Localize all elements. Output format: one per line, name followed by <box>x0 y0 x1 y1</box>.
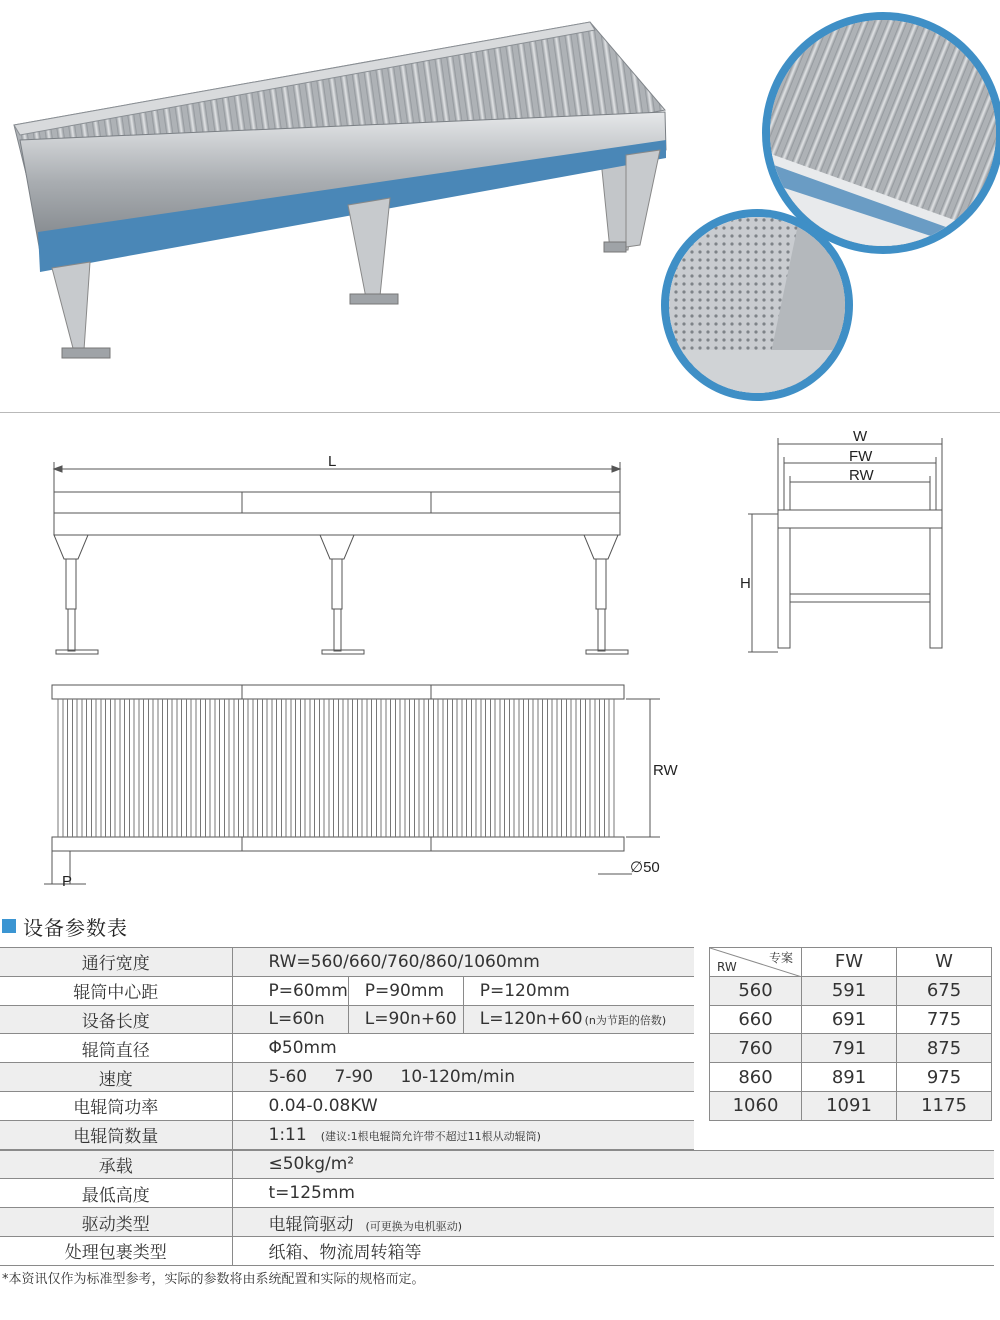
table-row <box>0 1034 694 1063</box>
parameter-table <box>0 947 694 1150</box>
table-row <box>0 948 694 977</box>
param-label-count: 电辊筒数量 <box>0 1120 232 1149</box>
param-value-drive-text: 电辊筒驱动 <box>268 1214 354 1235</box>
table-row <box>710 1005 992 1034</box>
width-table-cell: 875 <box>897 1034 992 1063</box>
width-table-cell: 560 <box>710 976 802 1005</box>
table-row <box>0 1208 994 1237</box>
dimension-label-length: L <box>328 453 337 470</box>
param-note-length: (n为节距的倍数) <box>584 1014 667 1028</box>
perforated-plate-detail-circle <box>661 209 855 405</box>
table-row <box>0 1179 994 1208</box>
dimension-label-roller-width-side: RW <box>653 762 678 779</box>
param-label-length: 设备长度 <box>0 1005 232 1034</box>
section-divider <box>0 412 1000 413</box>
width-table-header-w: W <box>897 948 992 977</box>
table-row <box>0 1091 694 1120</box>
width-table-cell: 591 <box>802 976 897 1005</box>
width-table-cell: 860 <box>710 1063 802 1092</box>
param-value-length-1: L=60n <box>232 1005 348 1034</box>
width-table-cell: 775 <box>897 1005 992 1034</box>
dimension-label-pitch: P <box>62 873 73 890</box>
roller-conveyor-illustration <box>0 0 1000 410</box>
param-value-load: ≤50kg/m² <box>232 1150 994 1179</box>
table-row <box>0 1005 694 1034</box>
param-label-diameter: 辊筒直径 <box>0 1034 232 1063</box>
table-row <box>0 1150 994 1179</box>
param-value-length-2: L=90n+60 <box>348 1005 463 1034</box>
param-label-min-height: 最低高度 <box>0 1179 232 1208</box>
section-title-text: 设备参数表 <box>23 915 128 940</box>
param-value-speed-1: 5-60 <box>268 1067 308 1088</box>
table-row <box>710 976 992 1005</box>
width-table-cell: 675 <box>897 976 992 1005</box>
width-table-corner-bottom: RW <box>717 959 737 974</box>
table-row <box>710 1063 992 1092</box>
table-row <box>0 1120 694 1149</box>
parameter-table-lower <box>0 1150 994 1266</box>
dimension-label-diameter: ∅50 <box>630 859 660 876</box>
param-value-min-height: t=125mm <box>232 1179 994 1208</box>
width-table <box>709 947 992 1121</box>
param-value-length-3-text: L=120n+60 <box>479 1009 583 1030</box>
title-square-icon <box>2 919 16 933</box>
leg <box>52 262 110 358</box>
param-value-length-3 <box>463 1005 694 1034</box>
param-value-pitch-2: P=90mm <box>348 976 463 1005</box>
width-table-cell: 791 <box>802 1034 897 1063</box>
width-table-header-fw: FW <box>802 948 897 977</box>
section-title <box>2 912 128 940</box>
table-row <box>0 976 694 1005</box>
top-plan-drawing <box>44 685 660 884</box>
dimension-label-width: W <box>853 428 868 445</box>
dimension-label-height: H <box>740 575 751 592</box>
dimension-label-frame-width: FW <box>849 448 873 465</box>
dimension-label-roller-width: RW <box>849 467 874 484</box>
side-elevation-drawing <box>748 438 942 652</box>
width-table-cell: 1060 <box>710 1091 802 1120</box>
conveyor-body <box>14 22 666 358</box>
width-table-cell: 660 <box>710 1005 802 1034</box>
leg <box>348 198 398 304</box>
table-row <box>0 1236 994 1265</box>
table-row <box>0 1063 694 1092</box>
param-value-speed-3: 10-120m/min <box>400 1067 516 1088</box>
width-table-cell: 975 <box>897 1063 992 1092</box>
technical-drawings <box>0 414 1000 894</box>
param-value-count <box>232 1120 694 1149</box>
param-value-pitch-3: P=120mm <box>463 976 694 1005</box>
param-label-pitch: 辊筒中心距 <box>0 976 232 1005</box>
param-value-diameter: Φ50mm <box>232 1034 694 1063</box>
table-row <box>710 1034 992 1063</box>
width-table-cell: 1091 <box>802 1091 897 1120</box>
param-note-count: (建议:1根电辊筒允许带不超过11根从动辊筒) <box>320 1129 541 1143</box>
width-table-cell: 760 <box>710 1034 802 1063</box>
param-value-speed-2: 7-90 <box>334 1067 374 1088</box>
param-value-package: 纸箱、物流周转箱等 <box>232 1236 994 1265</box>
param-value-power: 0.04-0.08KW <box>232 1091 694 1120</box>
width-table-cell: 691 <box>802 1005 897 1034</box>
param-value-count-text: 1:11 <box>268 1124 307 1145</box>
param-note-drive: (可更换为电机驱动) <box>365 1219 463 1233</box>
front-elevation-drawing <box>54 462 628 654</box>
param-label-load: 承载 <box>0 1150 232 1179</box>
width-table-corner <box>710 948 802 977</box>
param-label-drive: 驱动类型 <box>0 1208 232 1237</box>
param-label-package: 处理包裹类型 <box>0 1236 232 1265</box>
param-label-power: 电辊筒功率 <box>0 1091 232 1120</box>
footnote: *本资讯仅作为标准型参考，实际的参数将由系统配置和实际的规格而定。 <box>2 1272 425 1287</box>
param-label-speed: 速度 <box>0 1063 232 1092</box>
width-table-cell: 891 <box>802 1063 897 1092</box>
param-label-width: 通行宽度 <box>0 948 232 977</box>
param-value-speed <box>232 1063 694 1092</box>
width-table-cell: 1175 <box>897 1091 992 1120</box>
width-table-corner-top: 专案 <box>768 951 793 965</box>
width-table-header <box>710 948 992 977</box>
param-value-pitch-1: P=60mm <box>232 976 348 1005</box>
table-row <box>710 1091 992 1120</box>
param-value-width: RW=560/660/760/860/1060mm <box>232 948 694 977</box>
param-value-drive <box>232 1208 994 1237</box>
